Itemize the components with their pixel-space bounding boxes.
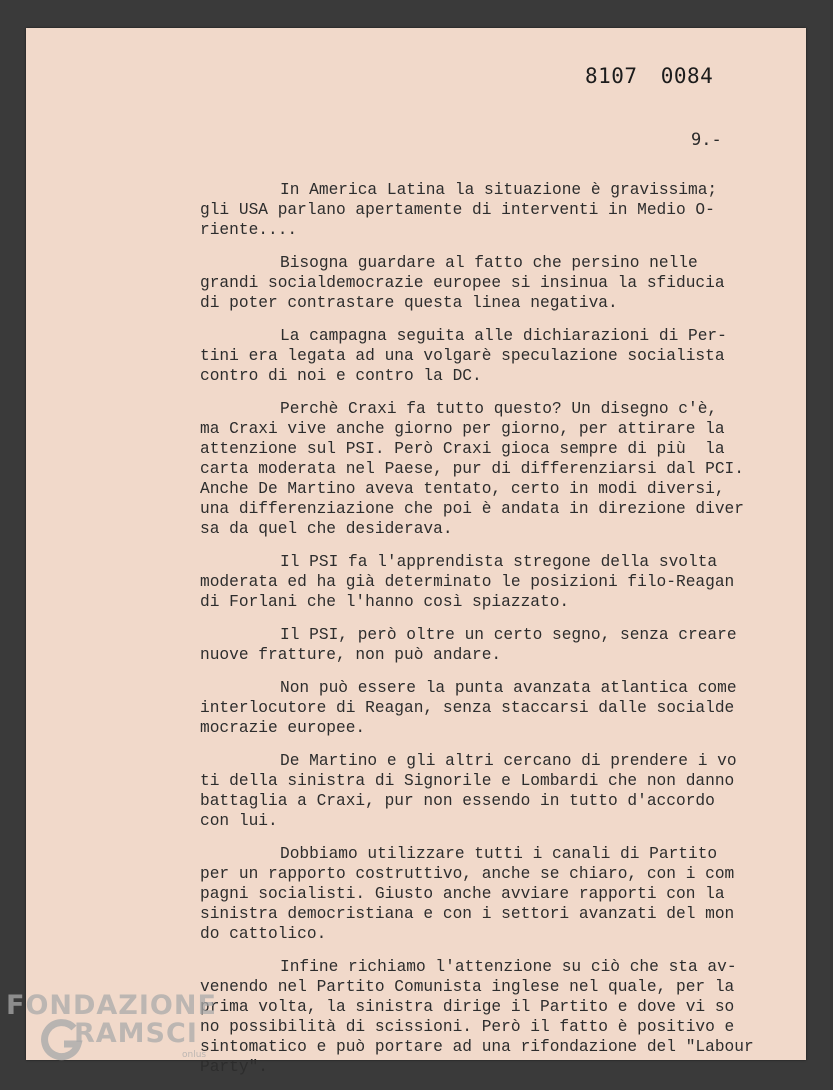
watermark-line-1: FONDAZIONE [6, 990, 217, 1021]
text-line: nuove fratture, non può andare. [200, 646, 502, 664]
page-number: 9.- [691, 130, 722, 150]
paragraph [200, 751, 760, 831]
paragraph [200, 253, 760, 313]
paragraph [200, 326, 760, 386]
paragraph [200, 399, 760, 539]
text-line: per un rapporto costruttivo, anche se chiaro, con i com [200, 865, 735, 883]
text-line: contro di noi e contro la DC. [200, 367, 482, 385]
paragraph [200, 678, 760, 738]
text-line: venendo nel Partito Comunista inglese nel quale, per la [200, 978, 735, 996]
text-line: di poter contrastare questa linea negativa. [200, 294, 618, 312]
text-line: attenzione sul PSI. Però Craxi gioca sempre di più la [200, 440, 725, 458]
text-line: tini era legata ad una volgarè speculazione socialista [200, 347, 725, 365]
watermark-line-2: RAMSCI [74, 1018, 198, 1049]
text-line: riente.... [200, 221, 298, 239]
text-line: Il PSI fa l'apprendista stregone della svolta [280, 553, 718, 571]
text-line: prima volta, la sinistra dirige il Partito e dove vi so [200, 998, 735, 1016]
text-line: interlocutore di Reagan, senza staccarsi dalle socialde [200, 699, 735, 717]
text-line: ma Craxi vive anche giorno per giorno, per attirare la [200, 420, 725, 438]
text-line: Perchè Craxi fa tutto questo? Un disegno c'è, [280, 400, 718, 418]
paragraph [200, 844, 760, 944]
archive-number: 8107 0084 [585, 64, 714, 88]
text-line: do cattolico. [200, 925, 327, 943]
text-line: Non può essere la punta avanzata atlantica come [280, 679, 737, 697]
text-line: Anche De Martino aveva tentato, certo in modi diversi, [200, 480, 725, 498]
text-line: ti della sinistra di Signorile e Lombardi che non danno [200, 772, 735, 790]
text-line: con lui. [200, 812, 278, 830]
text-line: mocrazie europee. [200, 719, 366, 737]
text-line: sinistra democristiana e con i settori avanzati del mon [200, 905, 735, 923]
text-line: Bisogna guardare al fatto che persino nelle [280, 254, 698, 272]
text-line: battaglia a Craxi, pur non essendo in tutto d'accordo [200, 792, 715, 810]
text-line: Party". [200, 1058, 268, 1076]
text-line: sintomatico e può portare ad una rifondazione del "Labour [200, 1038, 754, 1056]
text-line: pagni socialisti. Giusto anche avviare rapporti con la [200, 885, 725, 903]
document-body [200, 180, 760, 1090]
paragraph [200, 625, 760, 665]
text-line: moderata ed ha già determinato le posizioni filo-Reagan [200, 573, 735, 591]
text-line: De Martino e gli altri cercano di prendere i vo [280, 752, 737, 770]
text-line: La campagna seguita alle dichiarazioni di Per- [280, 327, 727, 345]
watermark-onlus: onlus [182, 1050, 207, 1060]
text-line: una differenziazione che poi è andata in direzione diver [200, 500, 744, 518]
paragraph [200, 180, 760, 240]
text-line: sa da quel che desiderava. [200, 520, 453, 538]
paragraph [200, 957, 760, 1077]
text-line: carta moderata nel Paese, pur di differenziarsi dal PCI. [200, 460, 744, 478]
text-line: Dobbiamo utilizzare tutti i canali di Partito [280, 845, 718, 863]
text-line: Infine richiamo l'attenzione su ciò che sta av- [280, 958, 737, 976]
text-line: no possibilità di scissioni. Però il fatto è positivo e [200, 1018, 735, 1036]
text-line: di Forlani che l'hanno così spiazzato. [200, 593, 570, 611]
text-line: In America Latina la situazione è gravissima; [280, 181, 718, 199]
text-line: gli USA parlano apertamente di interventi in Medio O- [200, 201, 715, 219]
text-line: grandi socialdemocrazie europee si insinua la sfiducia [200, 274, 725, 292]
text-line: Il PSI, però oltre un certo segno, senza creare [280, 626, 737, 644]
fondazione-gramsci-watermark [6, 990, 236, 1075]
paragraph [200, 552, 760, 612]
